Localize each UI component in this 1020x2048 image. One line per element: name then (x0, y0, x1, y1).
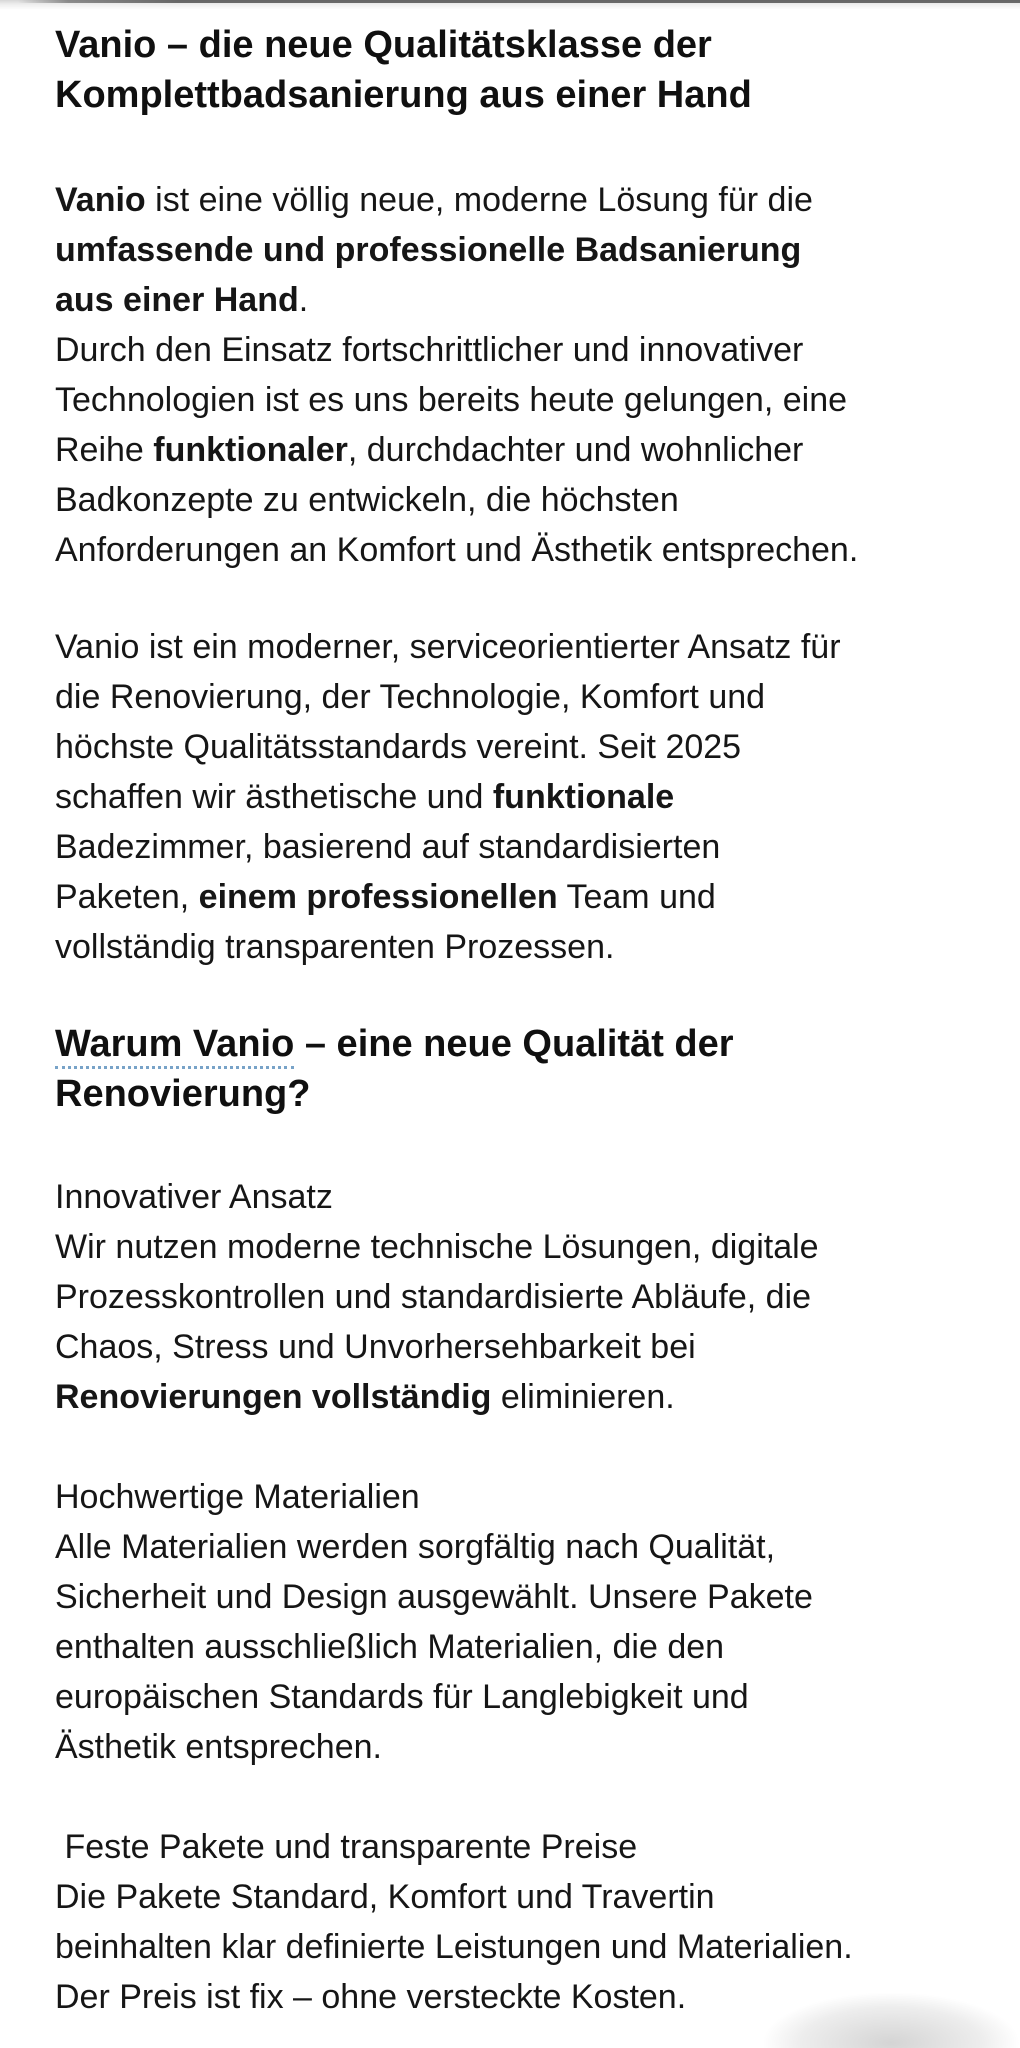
text-line (55, 475, 985, 525)
text-line (55, 225, 985, 275)
text-run: Technologien ist es uns bereits heute gelungen, eine (55, 381, 848, 419)
text-line (55, 1272, 985, 1322)
text-line (55, 772, 985, 822)
text-line (55, 175, 985, 225)
text-run: Innovativer Ansatz (55, 1178, 333, 1216)
text-line (55, 1322, 985, 1372)
text-line (55, 872, 985, 922)
text-run: Wir nutzen moderne technische Lösungen, digitale (55, 1228, 819, 1266)
text-line (55, 1822, 985, 1872)
text-run: Chaos, Stress und Unvorhersehbarkeit bei (55, 1328, 696, 1366)
text-run: umfassende und professionelle Badsanierung (55, 231, 802, 269)
text-run: funktionaler (153, 431, 348, 469)
packages-paragraph (55, 1822, 985, 2022)
text-line (55, 1872, 985, 1922)
text-line (55, 425, 985, 475)
text-line (55, 1972, 985, 2022)
text-run: ist eine völlig neue, moderne Lösung für die (145, 181, 813, 219)
text-line (55, 1069, 985, 1119)
intro-paragraph (55, 175, 985, 575)
page-title (55, 20, 985, 120)
text-run: beinhalten klar definierte Leistungen und Materialien. (55, 1928, 853, 1966)
text-run: Renovierungen vollständig (55, 1378, 492, 1416)
text-run: Renovierung? (55, 1073, 311, 1115)
text-line (55, 1672, 985, 1722)
text-line (55, 525, 985, 575)
text-run: höchste Qualitätsstandards vereint. Seit 2025 (55, 728, 742, 766)
text-line (55, 1922, 985, 1972)
text-run: Badkonzepte zu entwickeln, die höchsten (55, 481, 679, 519)
text-run: Vanio ist ein moderner, serviceorientierter Ansatz für (55, 628, 841, 666)
text-run: funktionale (492, 778, 675, 816)
top-edge-shadow (0, 0, 1020, 12)
text-line (55, 70, 985, 120)
text-run: Komplettbadsanierung aus einer Hand (55, 74, 752, 116)
materials-paragraph (55, 1472, 985, 1772)
document-body[interactable] (55, 20, 985, 2022)
text-run: Sicherheit und Design ausgewählt. Unsere Pakete (55, 1578, 813, 1616)
text-line (55, 1522, 985, 1572)
text-run: schaffen wir ästhetische und (55, 778, 493, 816)
text-run: Feste Pakete und transparente Preise (55, 1828, 638, 1866)
text-line (55, 1722, 985, 1772)
text-run: Badezimmer, basierend auf standardisierten (55, 828, 721, 866)
text-run: aus einer Hand (55, 281, 299, 319)
text-run: Alle Materialien werden sorgfältig nach Qualität, (55, 1528, 776, 1566)
text-run: eliminieren. (491, 1378, 675, 1416)
text-line (55, 1572, 985, 1622)
text-run: Vanio – die neue Qualitätsklasse der (55, 24, 712, 66)
text-line (55, 375, 985, 425)
text-line (55, 1019, 985, 1069)
text-line (55, 1172, 985, 1222)
text-line (55, 20, 985, 70)
text-run: Die Pakete Standard, Komfort und Travertin (55, 1878, 715, 1916)
text-line (55, 275, 985, 325)
approach-paragraph (55, 622, 985, 972)
text-run: Ästhetik entsprechen. (55, 1728, 382, 1766)
text-line (55, 722, 985, 772)
text-run: . (298, 281, 309, 319)
text-line (55, 622, 985, 672)
text-line (55, 922, 985, 972)
text-run: die Renovierung, der Technologie, Komfort und (55, 678, 766, 716)
text-run: europäischen Standards für Langlebigkeit und (55, 1678, 749, 1716)
text-line (55, 672, 985, 722)
text-run: Durch den Einsatz fortschrittlicher und innovativer (55, 331, 804, 369)
section-title-warum-vanio (55, 1019, 985, 1119)
spellcheck-underlined-text: Warum Vanio (55, 1023, 294, 1069)
text-run: – eine neue Qualität der (294, 1023, 734, 1065)
text-line (55, 1622, 985, 1672)
text-run: Paketen, (55, 878, 199, 916)
text-line (55, 1222, 985, 1272)
text-run: , durchdachter und wohnlicher (347, 431, 804, 469)
text-line (55, 1472, 985, 1522)
text-line (55, 822, 985, 872)
text-run: Prozesskontrollen und standardisierte Abläufe, die (55, 1278, 812, 1316)
text-run: einem professionellen (198, 878, 558, 916)
text-run: Der Preis ist fix – ohne versteckte Kosten. (55, 1978, 687, 2016)
text-run: vollständig transparenten Prozessen. (55, 928, 615, 966)
text-run: enthalten ausschließlich Materialien, die den (55, 1628, 725, 1666)
text-run: Hochwertige Materialien (55, 1478, 420, 1516)
innovative-approach-paragraph (55, 1172, 985, 1422)
text-run: Reihe (55, 431, 154, 469)
text-run: Team und (557, 878, 716, 916)
text-line (55, 325, 985, 375)
text-run: Anforderungen an Komfort und Ästhetik entsprechen. (55, 531, 859, 569)
text-run: Vanio (55, 181, 146, 219)
text-line (55, 1372, 985, 1422)
